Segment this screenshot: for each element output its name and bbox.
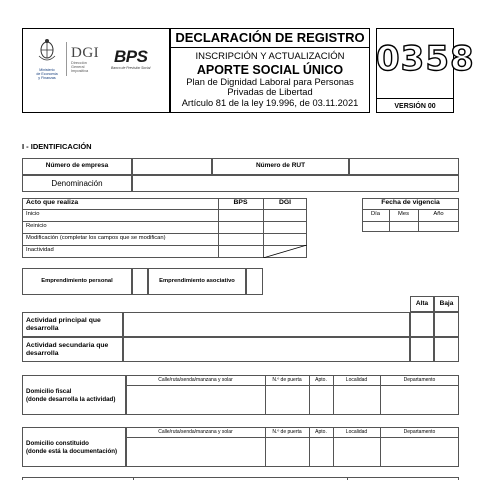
df-col-calle: Calle/ruta/senda/manzana y solar: [158, 377, 233, 383]
acto-row-modificacion: Modificación (completar los campos que se modifican): [26, 235, 166, 241]
acto-col-bps: BPS: [233, 199, 248, 206]
actividad-principal-input[interactable]: [125, 314, 408, 335]
dc-col-departamento: Departamento: [403, 429, 436, 435]
vigencia-mes: Mes: [398, 211, 409, 217]
emprendimiento-asociativo-checkbox[interactable]: [246, 268, 263, 295]
emprendimiento-personal-checkbox[interactable]: [132, 268, 148, 295]
acto-header: Acto que realiza: [26, 199, 79, 206]
acto-col-dgi: DGI: [278, 199, 292, 206]
section-title: I - IDENTIFICACIÓN: [22, 142, 92, 151]
domicilio-fiscal-l2: (donde desarrolla la actividad): [26, 396, 116, 403]
mef-line2: de Economía: [36, 72, 58, 76]
dgi-logo-sub1: Dirección: [71, 61, 87, 65]
dgi-logo-sub2: General: [71, 65, 85, 69]
version-divider: [376, 98, 454, 99]
actividad-secundaria-alta[interactable]: [410, 337, 434, 362]
vigencia-dia: Día: [370, 211, 381, 217]
actividad-secundaria-l2: desarrolla: [26, 350, 59, 357]
acto-checkbox-inicio-bps[interactable]: [219, 210, 262, 220]
df-departamento-input[interactable]: [381, 387, 458, 414]
acto-row-inactividad: Inactividad: [26, 247, 54, 253]
vigencia-row-line-1: [362, 209, 459, 210]
bps-logo-sub: Banco de Previsión Social: [111, 66, 151, 70]
vigencia-header: Fecha de vigencia: [381, 199, 440, 206]
actividad-principal-baja[interactable]: [434, 312, 459, 337]
emprendimiento-personal-label: Emprendimiento personal: [41, 278, 113, 284]
form-subtitle: INSCRIPCIÓN Y ACTUALIZACIÓN: [195, 51, 345, 62]
acto-checkbox-modificacion-dgi[interactable]: [264, 234, 306, 244]
actividad-principal-l2: desarrolla: [26, 325, 59, 332]
baja-header: Baja: [439, 300, 454, 307]
df-col-puerta: N.º de puerta: [272, 377, 302, 383]
df-puerta-input[interactable]: [266, 387, 308, 414]
domicilio-fiscal-l1: Domicilio fiscal: [26, 388, 72, 395]
dgi-logo-sub3: Impositiva: [71, 69, 89, 73]
acto-checkbox-reinicio-bps[interactable]: [219, 222, 262, 232]
law-reference: Artículo 81 de la ley 19.996, de 03.11.2021: [181, 98, 359, 108]
actividad-principal-l1: Actividad principal que: [26, 317, 101, 324]
df-apto-input[interactable]: [310, 387, 332, 414]
vigencia-dia-input[interactable]: [363, 222, 388, 231]
dgi-logo-name: DGI: [71, 45, 100, 61]
domicilio-fiscal-header-line: [126, 385, 459, 386]
dc-apto-input[interactable]: [310, 439, 332, 466]
form-version: VERSIÓN 00: [394, 103, 436, 110]
empresa-label: Número de empresa: [45, 162, 109, 169]
empresa-input[interactable]: [134, 160, 210, 173]
alta-header: Alta: [415, 300, 429, 307]
acto-checkbox-inicio-dgi[interactable]: [264, 210, 306, 220]
vigencia-ano: Año: [433, 211, 444, 217]
domicilio-constituido-l2: (donde está la documentación): [26, 448, 118, 455]
mef-logo: [27, 38, 67, 88]
plan-line2: Privadas de Libertad: [227, 87, 313, 97]
actividad-secundaria-l1: Actividad secundaria que: [26, 342, 109, 349]
actividad-secundaria-input[interactable]: [125, 339, 408, 360]
mef-crest-icon: [27, 38, 67, 68]
df-col-departamento: Departamento: [403, 377, 436, 383]
vigencia-mes-input[interactable]: [390, 222, 417, 231]
mef-line1: Ministerio: [39, 68, 55, 72]
df-col-apto: Apto.: [315, 377, 327, 383]
acto-checkbox-inactividad-bps[interactable]: [219, 246, 262, 257]
actividad-principal-alta[interactable]: [410, 312, 434, 337]
dc-localidad-input[interactable]: [334, 439, 379, 466]
form-main-title: APORTE SOCIAL ÚNICO: [196, 63, 344, 77]
actividad-secundaria-baja[interactable]: [434, 337, 459, 362]
form-number: 0358: [376, 39, 475, 79]
df-col-localidad: Localidad: [345, 377, 368, 383]
form-title: DECLARACIÓN DE REGISTRO: [175, 30, 365, 45]
rut-label: Número de RUT: [255, 162, 306, 169]
bps-logo-name: BPS: [114, 47, 148, 66]
acto-row-inicio: Inicio: [26, 211, 40, 217]
acto-checkbox-reinicio-dgi[interactable]: [264, 222, 306, 232]
emprendimiento-asociativo-label: Emprendimiento asociativo: [159, 278, 235, 284]
dc-departamento-input[interactable]: [381, 439, 458, 466]
domicilio-constituido-l1: Domicilio constituido: [26, 440, 89, 447]
dc-calle-input[interactable]: [127, 439, 264, 466]
dc-col-localidad: Localidad: [345, 429, 368, 435]
domicilio-constituido-header-line: [126, 437, 459, 438]
df-localidad-input[interactable]: [334, 387, 379, 414]
dc-col-puerta: N.º de puerta: [272, 429, 302, 435]
df-calle-input[interactable]: [127, 387, 264, 414]
denominacion-label: Denominación: [51, 179, 103, 188]
dc-col-apto: Apto.: [315, 429, 327, 435]
acto-checkbox-modificacion-bps[interactable]: [219, 234, 262, 244]
inactividad-dgi-strike: [263, 245, 307, 258]
mef-line3: y Finanzas: [38, 76, 56, 80]
rut-input[interactable]: [351, 160, 457, 173]
acto-row-reinicio: Reinicio: [26, 223, 47, 229]
dc-puerta-input[interactable]: [266, 439, 308, 466]
vigencia-ano-input[interactable]: [419, 222, 458, 231]
denominacion-input[interactable]: [134, 177, 457, 190]
title-divider: [170, 47, 370, 48]
logo-divider: [66, 42, 67, 76]
dc-col-calle: Calle/ruta/senda/manzana y solar: [158, 429, 233, 435]
plan-line1: Plan de Dignidad Laboral para Personas: [186, 77, 354, 87]
